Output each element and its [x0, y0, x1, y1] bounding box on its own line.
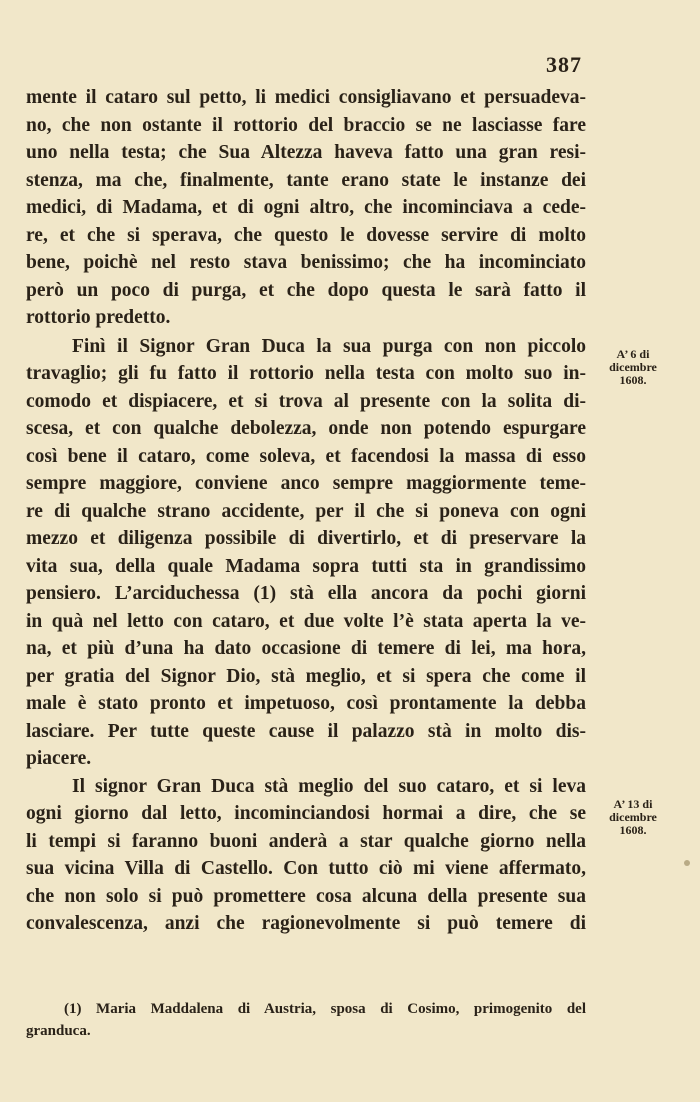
text-line: così bene il cataro, come soleva, et facendosi la massa di esso: [26, 445, 586, 467]
margin-note-line: 1608.: [619, 373, 647, 387]
page-number: 387: [546, 52, 582, 77]
text-line: lasciare. Per tutte queste cause il palazzo stà in molto dis-: [26, 720, 586, 742]
footnote-line: granduca.: [26, 1023, 91, 1039]
text-line: li tempi si faranno buoni anderà a star qualche giorno nella: [26, 830, 586, 852]
footnote: [26, 998, 586, 1042]
text-line: re, et che si sperava, che questo le dovesse servire di molto: [26, 224, 586, 246]
text-line: convalescenza, anzi che ragionevolmente si può temere di: [26, 913, 586, 934]
margin-note-line: A’ 13 di: [613, 797, 653, 811]
text-line: sempre maggiore, conviene anco sempre maggiormente teme-: [26, 473, 586, 494]
text-line: no, che non ostante il rottorio del braccio se ne lasciasse fare: [26, 114, 586, 136]
margin-note-date: [598, 348, 668, 387]
text-line: piacere.: [26, 748, 92, 769]
margin-note-date: [598, 798, 668, 837]
margin-note-line: A’ 6 di: [616, 347, 650, 361]
body-text: [26, 84, 586, 938]
paper-stain: [684, 860, 690, 866]
footnote-line: (1) Maria Maddalena di Austria, sposa di Cosimo, primogenito del: [64, 1001, 586, 1017]
text-line: na, et più d’una ha dato occasione di temere di lei, ma hora,: [26, 638, 586, 659]
text-line: male è stato pronto et impetuoso, così prontamente la debba: [26, 693, 586, 714]
paragraph-start-line: Il signor Gran Duca stà meglio del suo cataro, et si leva: [72, 775, 586, 797]
text-line: vita sua, della quale Madama sopra tutti sta in grandissimo: [26, 555, 586, 577]
text-line: bene, poichè nel resto stava benissimo; che ha incominciato: [26, 252, 586, 273]
text-line: per gratia del Signor Dio, stà meglio, et si spera che come il: [26, 665, 586, 687]
text-line: che non solo si può promettere cosa alcuna della presente sua: [26, 885, 586, 907]
text-line: scesa, et con qualche debolezza, onde non potendo espurgare: [26, 418, 586, 439]
text-line: mezzo et diligenza possibile di divertirlo, et di preservare la: [26, 528, 586, 549]
text-line: pensiero. L’arciduchessa (1) stà ella ancora da pochi giorni: [26, 583, 586, 604]
text-line: in quà nel letto con cataro, et due volte l’è stata aperta la ve-: [26, 610, 586, 632]
text-line: però un poco di purga, et che dopo questa le sarà fatto il: [26, 279, 586, 301]
text-line: mente il cataro sul petto, li medici consigliavano et persuadeva-: [26, 87, 586, 108]
text-line: travaglio; gli fu fatto il rottorio nella testa con molto suo in-: [26, 363, 586, 384]
text-line: uno nella testa; che Sua Altezza haveva fatto una gran resi-: [26, 142, 586, 163]
text-line: rottorio predetto.: [26, 307, 171, 328]
text-line: ogni giorno dal letto, incominciandosi hormai a dire, che se: [26, 803, 586, 824]
text-line: stenza, ma che, finalmente, tante erano state le instanze dei: [26, 169, 586, 191]
margin-note-line: dicembre: [609, 360, 657, 374]
margin-note-line: 1608.: [619, 823, 647, 837]
text-line: sua vicina Villa di Castello. Con tutto ciò mi viene affermato,: [26, 858, 586, 879]
margin-note-line: dicembre: [609, 810, 657, 824]
text-line: re di qualche strano accidente, per il che si poneva con ogni: [26, 500, 586, 522]
paragraph-start-line: Finì il Signor Gran Duca la sua purga con non piccolo: [72, 335, 586, 357]
text-line: comodo et dispiacere, et si trova al presente con la solita di-: [26, 390, 586, 412]
text-line: medici, di Madama, et di ogni altro, che incominciava a cede-: [26, 197, 586, 218]
